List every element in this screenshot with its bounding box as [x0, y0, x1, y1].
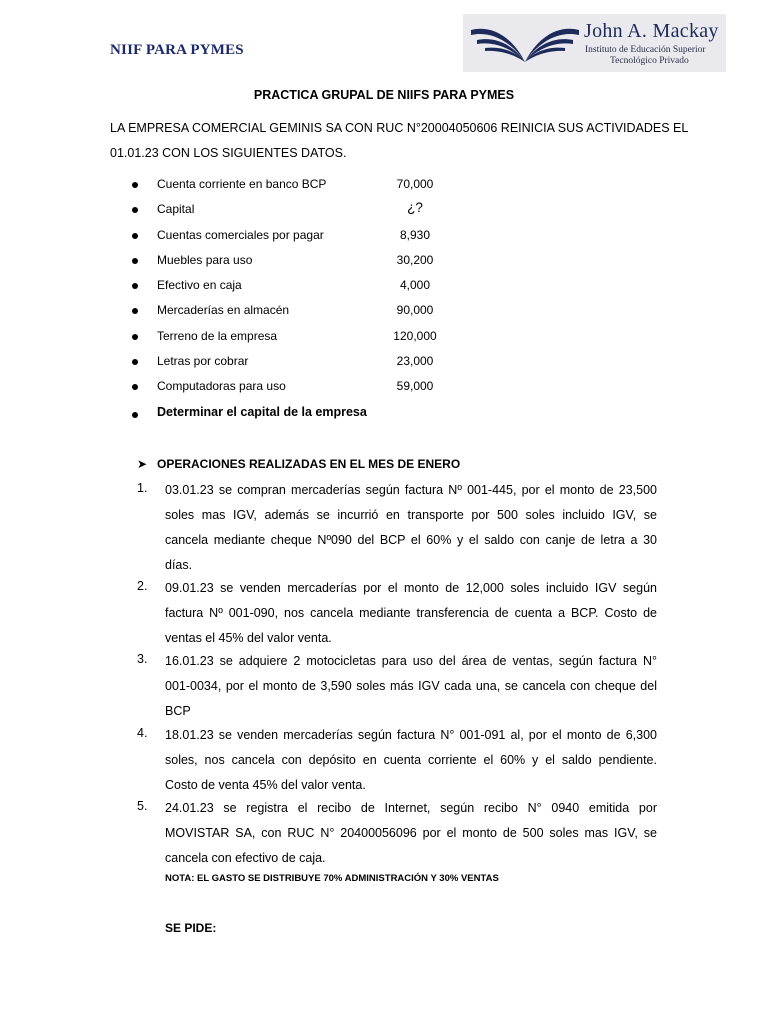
- list-item: [0, 202, 768, 222]
- intro-line-2: 01.01.23 CON LOS SIGUIENTES DATOS.: [110, 146, 347, 160]
- list-item: [0, 278, 768, 298]
- operation-line: BCP: [165, 704, 191, 718]
- operation-line: cancela con efectivo de caja.: [165, 851, 326, 865]
- item-label: Cuenta corriente en banco BCP: [157, 177, 327, 191]
- bullet-icon: [132, 359, 138, 365]
- item-label: Muebles para uso: [157, 253, 253, 267]
- logo-subtitle-1: Instituto de Educación Superior: [585, 45, 706, 55]
- item-value: 23,000: [396, 354, 434, 368]
- bullet-icon: [132, 334, 138, 340]
- item-label: Terreno de la empresa: [157, 329, 278, 343]
- item-value: 90,000: [396, 303, 434, 317]
- list-item: [0, 177, 768, 197]
- item-value: 120,000: [393, 329, 437, 343]
- open-book-icon: [469, 18, 581, 68]
- arrow-bullet-icon: ➤: [137, 457, 148, 471]
- note-text: NOTA: EL GASTO SE DISTRIBUYE 70% ADMINISTRACIÓN Y 30% VENTAS: [165, 873, 499, 884]
- operation-line: soles mas IGV, además se incurrió en transporte por 500 soles incluido IGV, se: [165, 508, 657, 522]
- bullet-icon: [132, 207, 138, 213]
- operation-line: soles, nos cancela con depósito en cuenta corriente el 60% y el saldo pendiente.: [165, 753, 657, 767]
- item-label: Efectivo en caja: [157, 278, 242, 292]
- operation-number: 3.: [137, 652, 148, 666]
- item-label: Determinar el capital de la empresa: [157, 405, 367, 419]
- operation-line: MOVISTAR SA, con RUC N° 20400056096 por el monto de 500 soles mas IGV, se: [165, 826, 657, 840]
- header-title: NIIF PARA PYMES: [110, 42, 244, 58]
- list-item: [0, 303, 768, 323]
- operation-number: 4.: [137, 726, 148, 740]
- operation-line: factura Nº 001-090, nos cancela mediante transferencia de cuenta a BCP. Costo de: [165, 606, 657, 620]
- bullet-icon: [132, 233, 138, 239]
- bullet-icon: [132, 412, 138, 418]
- item-label: Capital: [157, 202, 195, 216]
- item-label: Computadoras para uso: [157, 379, 286, 393]
- list-item: [0, 405, 768, 425]
- operation-line: 001-0034, por el monto de 3,590 soles más IGV cada una, se cancela con cheque del: [165, 679, 657, 693]
- operation-number: 2.: [137, 579, 148, 593]
- item-value: 70,000: [396, 177, 434, 191]
- operation-line: días.: [165, 558, 193, 572]
- operation-line: 16.01.23 se adquiere 2 motocicletas para uso del área de ventas, según factura N°: [165, 654, 657, 668]
- operation-line: 03.01.23 se compran mercaderías según factura Nº 001-445, por el monto de 23,500: [165, 483, 657, 497]
- item-value: 59,000: [396, 379, 434, 393]
- item-label: Cuentas comerciales por pagar: [157, 228, 324, 242]
- operation-line: 09.01.23 se venden mercaderías por el monto de 12,000 soles incluido IGV según: [165, 581, 657, 595]
- operation-line: ventas el 45% del valor venta.: [165, 631, 332, 645]
- list-item: [0, 228, 768, 248]
- institute-logo: [463, 14, 726, 72]
- bullet-icon: [132, 258, 138, 264]
- item-label: Letras por cobrar: [157, 354, 249, 368]
- operation-line: 18.01.23 se venden mercaderías según factura N° 001-091 al, por el monto de 6,300: [165, 728, 657, 742]
- document-title: PRACTICA GRUPAL DE NIIFS PARA PYMES: [253, 88, 515, 102]
- item-value: 8,930: [399, 228, 431, 242]
- list-item: [0, 253, 768, 273]
- bullet-icon: [132, 308, 138, 314]
- item-value: ¿?: [407, 200, 423, 215]
- bullet-icon: [132, 283, 138, 289]
- intro-line-1: LA EMPRESA COMERCIAL GEMINIS SA CON RUC N°20004050606 REINICIA SUS ACTIVIDADES EL: [110, 121, 689, 135]
- bullet-icon: [132, 384, 138, 390]
- operation-line: 24.01.23 se registra el recibo de Internet, según recibo N° 0940 emitida por: [165, 801, 657, 815]
- logo-name: John A. Mackay: [584, 20, 719, 42]
- logo-subtitle-2: Tecnológico Privado: [610, 56, 689, 66]
- item-value: 4,000: [399, 278, 431, 292]
- se-pide-heading: SE PIDE:: [165, 921, 217, 935]
- bullet-icon: [132, 182, 138, 188]
- operation-number: 5.: [137, 799, 148, 813]
- item-value: 30,200: [396, 253, 434, 267]
- operation-line: cancela mediante cheque Nº090 del BCP el 60% y el saldo con canje de letra a 30: [165, 533, 657, 547]
- operation-number: 1.: [137, 481, 148, 495]
- operations-heading: OPERACIONES REALIZADAS EN EL MES DE ENERO: [157, 457, 461, 471]
- list-item: [0, 379, 768, 399]
- operation-line: Costo de venta 45% del valor venta.: [165, 778, 366, 792]
- item-label: Mercaderías en almacén: [157, 303, 290, 317]
- list-item: [0, 329, 768, 349]
- list-item: [0, 354, 768, 374]
